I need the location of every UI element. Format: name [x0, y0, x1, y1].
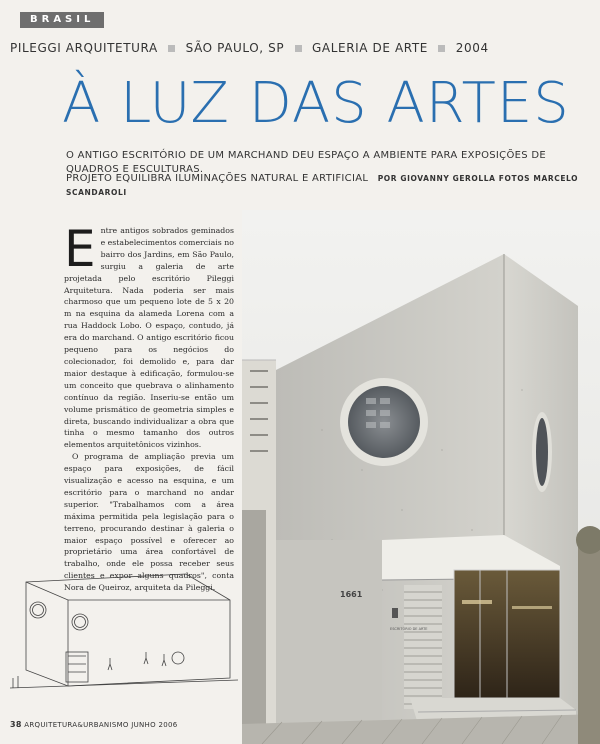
article-subtitle-2: [66, 172, 596, 200]
article-title: À LUZ DAS ARTES: [62, 71, 570, 136]
street-number-sign: 1661: [340, 590, 363, 599]
project-meta: [10, 41, 590, 55]
meta-separator: [295, 45, 302, 52]
magazine-issue: ARQUITETURA&URBANISMO JUNHO 2006: [24, 721, 178, 729]
subtitle-text: PROJETO EQUILIBRA ILUMINAÇÕES NATURAL E ARTIFICIAL: [66, 173, 369, 184]
page-footer: [10, 720, 177, 729]
meta-city: SÃO PAULO, SP: [185, 41, 285, 55]
meta-type: GALERIA DE ARTE: [312, 41, 428, 55]
article-credits: POR GIOVANNY GEROLLA FOTOS MARCELO SCANDAROLI: [66, 174, 579, 197]
meta-firm: PILEGGI ARQUITETURA: [10, 41, 158, 55]
article-subtitle-1: O ANTIGO ESCRITÓRIO DE UM MARCHAND DEU ESPAÇO A AMBIENTE PARA EXPOSIÇÕES DE QUADROS E ESCULTURAS.: [66, 150, 546, 175]
page-number: 38: [10, 720, 22, 729]
body-paragraph-1: [64, 220, 234, 451]
meta-separator: [168, 45, 175, 52]
meta-year: 2004: [455, 41, 489, 55]
section-tag: BRASIL: [20, 12, 104, 28]
gallery-door-sign: ESCRITÓRIO DE ARTE: [390, 627, 428, 631]
meta-separator: [438, 45, 445, 52]
article-body: [64, 220, 234, 594]
drop-cap: E: [64, 220, 96, 278]
body-paragraph-2: O programa de ampliação previa um espaço para exposições, de fácil visualização e acesso na esquina, e um escritório para o marchand no andar superior. "Trabalhamos com a área máxima permitida pela legislação para o terreno, procurando destinar à galeria o maior espaço possível e oferecer ao proprietário uma área confortável de trabalho, onde ele possa receber seus clientes e expor alguns quadros", conta Nora de Queiroz, arquiteta da Pileggi.: [64, 452, 234, 593]
architectural-sketch: [8, 560, 240, 695]
paragraph-1-text: ntre antigos sobrados geminados e estabelecimentos comerciais no bairro dos Jardins, em São Paulo, surgiu a galeria de arte projetada pelo escritório Pileggi Arquitetura. Nada poderia ser mais charmoso que um pequeno lote de 5 x 20 m na esquina da alameda Lorena com a rua Haddock Lobo. O espaço, contudo, já era do marchand. O antigo escritório ficou pequeno para os negócios do colecionador, foi demolido e, para dar maior destaque à edificação, formulou-se um conceito que quebrava o alinhamento contínuo da região. Inseriu-se então um volume prismático de geometria simples e direta, buscando individualizar a obra que tinha o mesmo tamanho dos outros elementos arquitetônicos vizinhos.: [64, 226, 234, 450]
building-photo: [242, 210, 600, 744]
